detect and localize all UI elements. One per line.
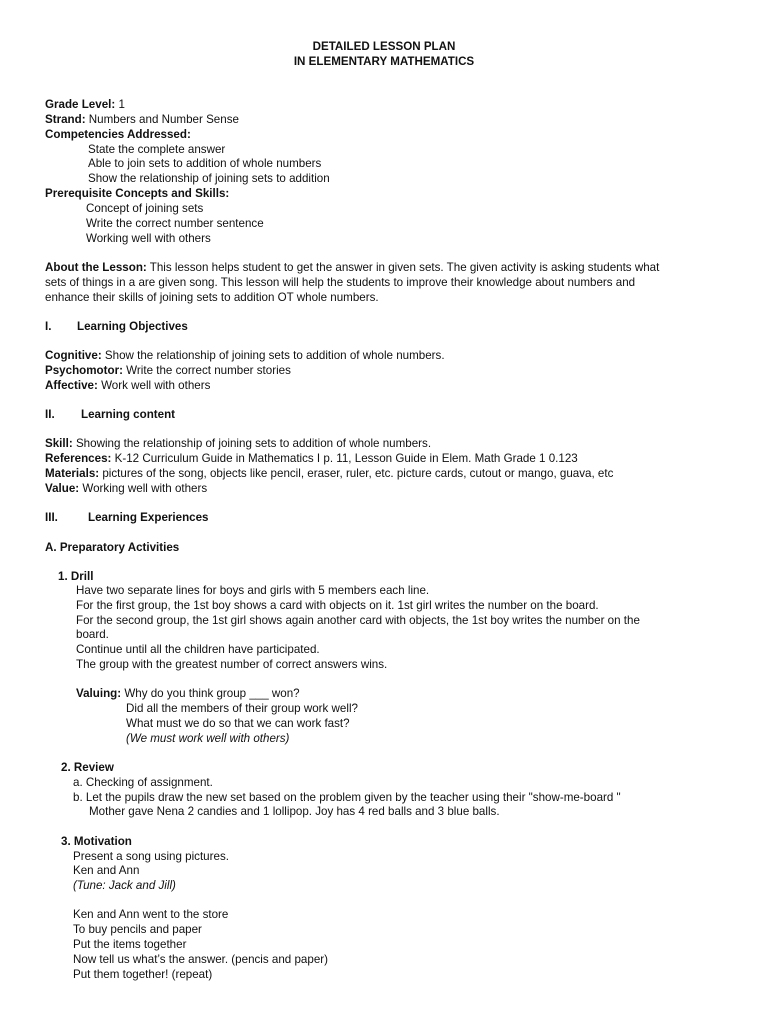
prerequisite-item: Working well with others bbox=[86, 232, 211, 245]
review-heading: 2. Review bbox=[61, 761, 114, 774]
about-lesson-text: This lesson helps student to get the answer in given sets. The given activity is asking students what bbox=[146, 261, 660, 274]
affective-text: Work well with others bbox=[97, 379, 211, 392]
section-3-title: Learning Experiences bbox=[88, 511, 209, 524]
preparatory-activities-heading: A. Preparatory Activities bbox=[45, 541, 180, 554]
about-lesson-label: About the Lesson: bbox=[45, 261, 147, 274]
about-lesson-line: sets of things in a are given song. This lesson will help the students to improve their knowledge about numbers and bbox=[45, 276, 636, 289]
about-lesson-line bbox=[45, 260, 659, 275]
skill-text: Showing the relationship of joining sets to addition of whole numbers. bbox=[72, 437, 432, 450]
about-lesson-line: enhance their skills of joining sets to addition OT whole numbers. bbox=[45, 291, 379, 304]
content-value bbox=[45, 481, 207, 496]
strand-label: Strand: bbox=[45, 113, 86, 126]
competency-item: State the complete answer bbox=[88, 143, 226, 156]
references-text: K-12 Curriculum Guide in Mathematics I p. 11, Lesson Guide in Elem. Math Grade 1 0.123 bbox=[111, 452, 578, 465]
skill-label: Skill: bbox=[45, 437, 73, 450]
affective-label: Affective: bbox=[45, 379, 98, 392]
motivation-heading: 3. Motivation bbox=[61, 835, 132, 848]
grade-level bbox=[45, 97, 125, 112]
drill-line: For the second group, the 1st girl shows again another card with objects, the 1st boy writes the number on the bbox=[76, 614, 640, 627]
objective-cognitive bbox=[45, 348, 445, 363]
review-problem: Mother gave Nena 2 candies and 1 lollipop. Joy has 4 red balls and 3 blue balls. bbox=[89, 805, 500, 818]
document-subtitle: IN ELEMENTARY MATHEMATICS bbox=[293, 55, 475, 68]
psychomotor-label: Psychomotor: bbox=[45, 364, 123, 377]
competency-item: Able to join sets to addition of whole numbers bbox=[88, 157, 322, 170]
valuing-text: Why do you think group ___ won? bbox=[121, 687, 300, 700]
cognitive-text: Show the relationship of joining sets to addition of whole numbers. bbox=[101, 349, 445, 362]
valuing-line: What must we do so that we can work fast? bbox=[126, 717, 350, 730]
valuing-label: Valuing: bbox=[76, 687, 122, 700]
grade-level-label: Grade Level: bbox=[45, 98, 116, 111]
competency-item: Show the relationship of joining sets to addition bbox=[88, 172, 330, 185]
objective-affective bbox=[45, 378, 210, 393]
objective-psychomotor bbox=[45, 363, 291, 378]
value-label: Value: bbox=[45, 482, 80, 495]
valuing-answer: (We must work well with others) bbox=[126, 732, 290, 745]
valuing-line: Did all the members of their group work well? bbox=[126, 702, 358, 715]
review-item: b. Let the pupils draw the new set based on the problem given by the teacher using their "show-me-board " bbox=[73, 791, 621, 804]
song-line: Ken and Ann went to the store bbox=[73, 908, 229, 921]
section-1-title: Learning Objectives bbox=[77, 320, 188, 333]
prerequisite-item: Write the correct number sentence bbox=[86, 217, 264, 230]
value-text: Working well with others bbox=[79, 482, 208, 495]
motivation-line: Present a song using pictures. bbox=[73, 850, 229, 863]
strand bbox=[45, 112, 239, 127]
song-line: Put them together! (repeat) bbox=[73, 968, 213, 981]
prerequisite-item: Concept of joining sets bbox=[86, 202, 204, 215]
materials-text: pictures of the song, objects like pencil, eraser, ruler, etc. picture cards, cutout or mango, guava, etc bbox=[99, 467, 614, 480]
strand-value: Numbers and Number Sense bbox=[85, 113, 239, 126]
document-title: DETAILED LESSON PLAN bbox=[312, 40, 456, 53]
song-line: Now tell us what’s the answer. (pencis and paper) bbox=[73, 953, 328, 966]
drill-heading: 1. Drill bbox=[58, 570, 94, 583]
content-references bbox=[45, 451, 578, 466]
valuing-question bbox=[76, 686, 300, 701]
drill-line: For the first group, the 1st boy shows a card with objects on it. 1st girl writes the number on the board. bbox=[76, 599, 599, 612]
review-item: a. Checking of assignment. bbox=[73, 776, 213, 789]
materials-label: Materials: bbox=[45, 467, 100, 480]
section-2-number: II. bbox=[45, 408, 55, 421]
section-1-number: I. bbox=[45, 320, 52, 333]
competencies-label: Competencies Addressed: bbox=[45, 128, 191, 141]
content-skill bbox=[45, 436, 431, 451]
drill-line: board. bbox=[76, 628, 109, 641]
drill-line: The group with the greatest number of correct answers wins. bbox=[76, 658, 388, 671]
song-line: Put the items together bbox=[73, 938, 187, 951]
grade-level-value: 1 bbox=[115, 98, 125, 111]
song-tune: (Tune: Jack and Jill) bbox=[73, 879, 176, 892]
section-2-title: Learning content bbox=[81, 408, 176, 421]
content-materials bbox=[45, 466, 613, 481]
psychomotor-text: Write the correct number stories bbox=[122, 364, 291, 377]
drill-line: Have two separate lines for boys and girls with 5 members each line. bbox=[76, 584, 430, 597]
song-line: To buy pencils and paper bbox=[73, 923, 202, 936]
section-3-number: III. bbox=[45, 511, 58, 524]
cognitive-label: Cognitive: bbox=[45, 349, 102, 362]
prerequisites-label: Prerequisite Concepts and Skills: bbox=[45, 187, 230, 200]
song-title: Ken and Ann bbox=[73, 864, 140, 877]
references-label: References: bbox=[45, 452, 112, 465]
drill-line: Continue until all the children have participated. bbox=[76, 643, 320, 656]
